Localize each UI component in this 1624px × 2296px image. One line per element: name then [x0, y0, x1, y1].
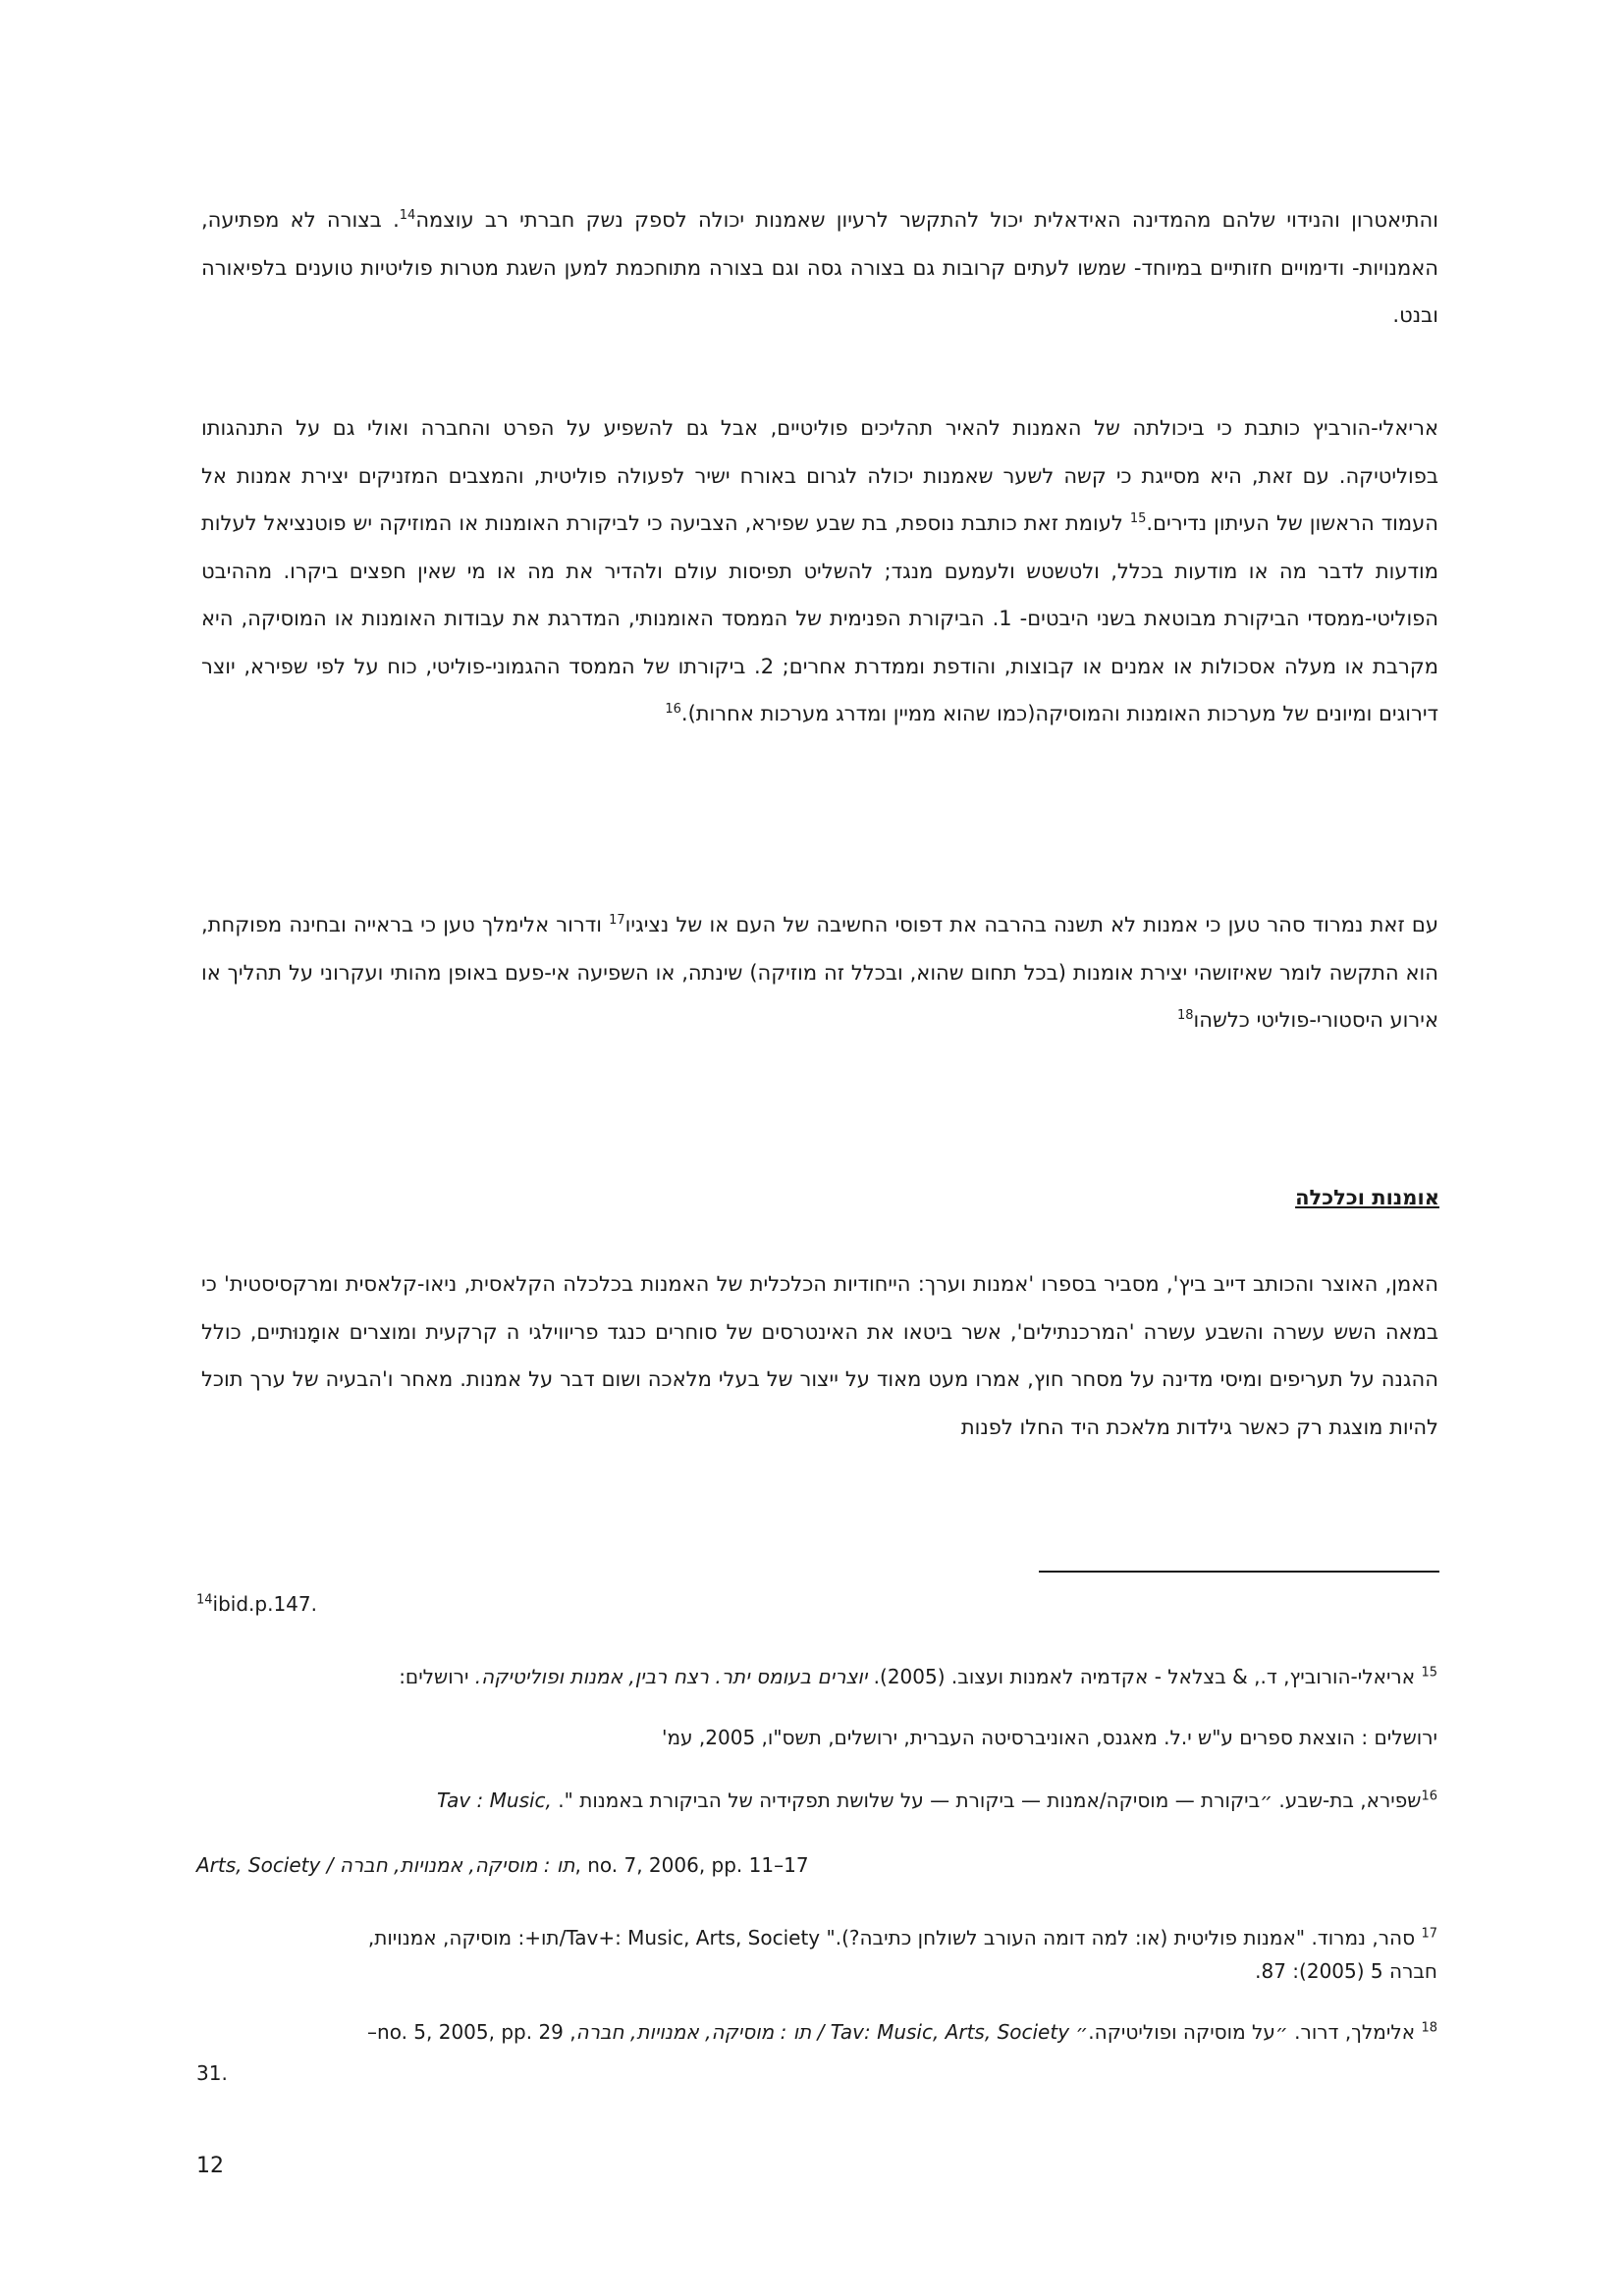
page-number: 12	[196, 2154, 224, 2178]
footnote-ref-15[interactable]: 15	[1129, 511, 1147, 526]
paragraph-2	[201, 404, 1438, 738]
footnote-18-line-2: 31.	[196, 2061, 228, 2085]
paragraph-text: לעומת זאת כותבת נוספת, בת שבע שפירא, הצביעה כי לביקורת האומנות או המוזיקה יש פוטנציאל לעלות מודעות לדבר מה או מודעות בכלל, ולטשטש ולעמעם מנגד; להשליט תפיסות עולם ולהדיר את מה או מי שאין חפצים ביקרו. מההיבט הפוליטי-ממסדי הביקורת מבוטאת בשני היבטים- 1. הביקורת הפנימית של הממסד האומנותי, המדרגת את עבודות האומנות או המוסיקה, היא מקרבת או מעלה אסכולות או אמנים או קבוצות, והודפת וממדרת אחרים; 2. ביקורתו של הממסד ההגמוני-פוליטי, כוח על לפי שפירא, יוצר דירוגים ומיונים של מערכות האומנות והמוסיקה(כמו שהוא ממיין ומדרג מערכות אחרות).	[201, 511, 1438, 725]
paragraph-3	[201, 901, 1438, 1044]
footnote-15-line-2: ירושלים : הוצאת ספרים ע"ש י.ל. מאגנס, האוניברסיטה העברית, ירושלים, תשס"ו, 2005, עמ'	[661, 1726, 1437, 1749]
paragraph-text: והתיאטרון והנידוי שלהם מהמדינה האידאלית יכול להתקשר לרעיון שאמנות יכולה לספק נשק חברתי רב עוצמה	[415, 208, 1438, 232]
footnote-title: Arts, Society / תו : מוסיקה, אמנויות, חברה	[196, 1853, 575, 1877]
paragraph-text: ודרור אלימלך טען כי בראייה ובחינה מפוקחת, הוא התקשה לומר שאיזושהי יצירת אומנות (בכל תחום שהוא, ובכלל זה מוזיקה) שינתה, או השפיעה אי-פעם באופן מהותי ועקרוני על תהליך או אירוע היסטורי-פוליטי כלשהו	[201, 913, 1438, 1032]
footnote-ref-16[interactable]: 16	[665, 702, 681, 717]
footnote-separator	[1039, 1571, 1439, 1573]
footnote-14	[196, 1592, 317, 1616]
footnote-text: ibid.p.147.	[212, 1592, 317, 1616]
footnote-text: אלימלך, דרור. ״על מוסיקה ופוליטיקה.״	[1069, 2020, 1416, 2044]
footnote-17-line-1	[368, 1926, 1437, 1949]
footnote-16-line-2	[196, 1853, 809, 1877]
footnote-title: Tav: Music, Arts, Society / תו : מוסיקה, אמנויות, חברה	[575, 2020, 1070, 2044]
section-heading: אומנות וכלכלה	[1295, 1186, 1439, 1209]
footnote-text: , no. 7, 2006, pp. 11–17	[574, 1853, 809, 1877]
footnote-title: Tav : Music,	[436, 1789, 552, 1812]
footnote-text: ירושלים:	[399, 1665, 475, 1688]
footnote-18-line-1	[367, 2020, 1437, 2044]
paragraph-text: . בצורה לא מפתיעה, האמנויות- ודימויים חזותיים במיוחד- שמשו לעתים קרובות גם בצורה גסה וגם בצורה מתוחכמת למען השגת מטרות פוליטיות טוענים בלפיאורה ובנט.	[201, 208, 1438, 327]
footnote-number: 18	[1421, 2020, 1437, 2036]
footnote-text: סהר, נמרוד. "אמנות פוליטית (או: למה דומה העורב לשולחן כתיבה?)." Tav+: Music, Arts, Society/תו+: מוסיקה, אמנויות,	[367, 1926, 1416, 1949]
footnote-number: 14	[196, 1592, 213, 1608]
paragraph-1	[201, 196, 1438, 340]
footnote-ref-17[interactable]: 17	[609, 913, 625, 928]
footnote-title: יוצרים בעומס יתר. רצח רבין, אמנות ופוליטיקה.	[474, 1665, 868, 1688]
footnote-text: , no. 5, 2005, pp. 29–	[367, 2020, 576, 2044]
footnote-text: ".	[551, 1789, 580, 1812]
footnote-15-line-1	[399, 1665, 1437, 1688]
paragraph-4: האמן, האוצר והכותב דייב ביץ', מסביר בספרו 'אמנות וערך: הייחודיות הכלכלית של האמנות בכלכלה הקלאסית, ניאו-קלאסית ומרקסיסטית' כי במאה השש עשרה והשבע עשרה 'המרכנתילים', אשר ביטאו את האינטרסים של סוחרים כנגד פריווילגי ה קרקעית ומוצרים אומָנוּתיים, כולל ההגנה על תעריפים ומיסי מדינה על מסחר חוץ, אמרו מעט מאוד על ייצור של בעלי מלאכה ושום דבר על אמנות. מאחר ו'הבעיה של ערך תוכל להיות מוצגת רק כאשר גילדות מלאכת היד החלו לפנות	[201, 1272, 1438, 1439]
footnote-text: אריאלי-הורוביץ, ד., & בצלאל - אקדמיה לאמנות ועצוב. (2005).	[867, 1665, 1416, 1688]
footnote-number: 16	[1421, 1789, 1437, 1804]
footnote-text: שפירא, בת-שבע. ״ביקורת — מוסיקה/אמנות — ביקורת — על שלושת תפקידיה של הביקורת באמנות	[579, 1789, 1422, 1812]
paragraph-text: עם זאת נמרוד סהר טען כי אמנות לא תשנה בהרבה את דפוסי החשיבה של העם או של נציגיו	[624, 913, 1438, 936]
footnote-17-line-2: חברה 5 (2005): 87.	[1255, 1959, 1437, 1983]
footnote-ref-14[interactable]: 14	[399, 208, 416, 223]
footnote-number: 17	[1421, 1926, 1437, 1942]
footnote-number: 15	[1421, 1665, 1437, 1681]
paragraph-text: אריאלי-הורביץ כותבת כי ביכולתה של האמנות להאיר תהליכים פוליטיים, אבל גם להשפיע על הפרט והחברה ואולי גם על התנהגותו בפוליטיקה. עם זאת, היא מסייגת כי קשה לשער שאמנות יכולה לגרום באורח ישיר לפעולה פוליטית, והמצבים המזניקים יצירת אמנות אל העמוד הראשון של העיתון נדירים.	[201, 416, 1439, 535]
footnote-16-line-1	[437, 1789, 1437, 1812]
footnote-ref-18[interactable]: 18	[1176, 1008, 1194, 1023]
